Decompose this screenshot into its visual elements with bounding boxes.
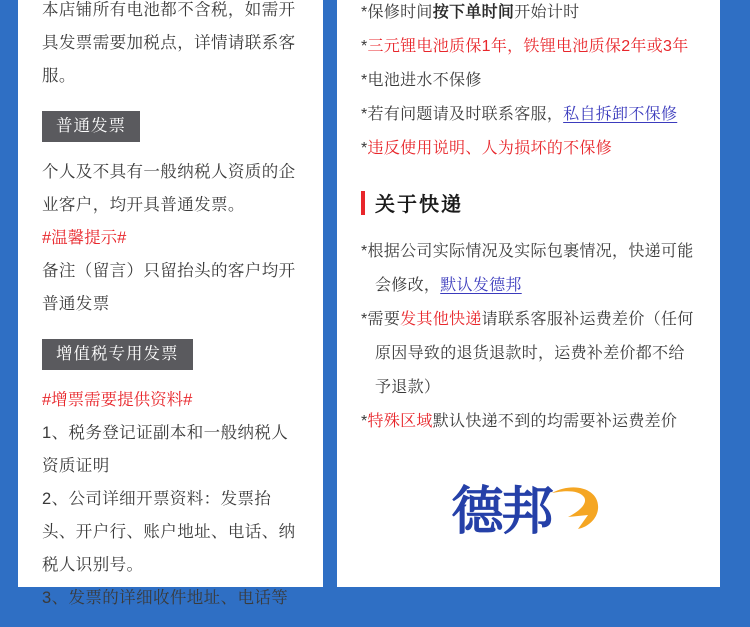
info-line-segment: 特殊区域 bbox=[367, 413, 433, 430]
invoice-intro-text: 本店铺所有电池都不含税，如需开具发票需要加税点，详情请联系客服。 bbox=[42, 1, 296, 85]
red-bar-icon bbox=[361, 191, 365, 215]
info-line bbox=[361, 235, 696, 303]
info-line bbox=[361, 0, 696, 30]
express-lines bbox=[361, 235, 696, 439]
info-line bbox=[361, 98, 696, 132]
carrier-logo bbox=[361, 481, 696, 542]
info-line-segment: 开始计时 bbox=[514, 4, 580, 21]
bullet-star-icon: * bbox=[361, 311, 368, 328]
info-line-segment: 根据公司实际情况及实际包裹情况，快递可能会修改， bbox=[367, 243, 694, 294]
swoosh-arrow-icon bbox=[544, 475, 606, 542]
vat-invoice-tag: 增值税专用发票 bbox=[42, 339, 193, 370]
info-line-segment: 私自拆卸不保修 bbox=[563, 106, 678, 123]
invoice-info-panel bbox=[18, 0, 323, 608]
bullet-star-icon: * bbox=[361, 243, 368, 260]
info-line-segment: 发其他快递 bbox=[400, 311, 482, 328]
express-section-header bbox=[361, 188, 696, 217]
info-line-segment: 三元锂电池质保1年，铁锂电池质保2年或3年 bbox=[367, 38, 689, 55]
info-line-segment: 需要 bbox=[367, 311, 401, 328]
normal-invoice-text: 个人及不具有一般纳税人资质的企业客户，均开具普通发票。 bbox=[42, 163, 296, 215]
warranty-express-panel bbox=[337, 0, 720, 587]
bullet-star-icon: * bbox=[361, 72, 368, 89]
bullet-star-icon: * bbox=[361, 413, 368, 430]
info-line bbox=[361, 64, 696, 98]
info-line-segment: 请联系客服补运费差价（任何原因导致的退货退款时，运费补差价都不给予退款） bbox=[375, 311, 694, 396]
vat-requirements-list bbox=[42, 417, 299, 615]
bullet-star-icon: * bbox=[361, 106, 368, 123]
express-section-title: 关于快递 bbox=[375, 194, 463, 216]
list-item: 1、税务登记证副本和一般纳税人资质证明 bbox=[42, 424, 289, 476]
info-line-segment: 保修时间 bbox=[367, 4, 433, 21]
warm-tip-text: 备注（留言）只留抬头的客户均开普通发票 bbox=[42, 262, 296, 314]
vat-required-title: #增票需要提供资料# bbox=[42, 391, 193, 410]
bullet-star-icon: * bbox=[361, 38, 368, 55]
bullet-star-icon: * bbox=[361, 4, 368, 21]
info-line bbox=[361, 303, 696, 405]
list-item: 2、公司详细开票资料：发票抬头、开户行、账户地址、电话、纳税人识别号。 bbox=[42, 490, 296, 575]
info-line-segment: 默认快递不到的均需要补运费差价 bbox=[432, 413, 678, 430]
bullet-star-icon: * bbox=[361, 140, 368, 157]
info-line bbox=[361, 30, 696, 64]
info-line-segment: 按下单时间 bbox=[432, 4, 515, 21]
info-line bbox=[361, 405, 696, 439]
info-line bbox=[361, 132, 696, 166]
info-line-segment: 若有问题请及时联系客服， bbox=[367, 106, 564, 123]
info-line-segment: 违反使用说明、人为损坏的不保修 bbox=[367, 140, 613, 157]
list-item: 3、发票的详细收件地址、电话等 bbox=[42, 589, 289, 608]
carrier-logo-text: 德邦 bbox=[451, 481, 552, 542]
warranty-lines bbox=[361, 0, 696, 166]
info-line-segment: 电池进水不保修 bbox=[367, 72, 482, 89]
warm-tip-label: #温馨提示# bbox=[42, 229, 127, 248]
info-line-segment: 默认发德邦 bbox=[440, 277, 522, 294]
normal-invoice-tag: 普通发票 bbox=[42, 111, 140, 142]
